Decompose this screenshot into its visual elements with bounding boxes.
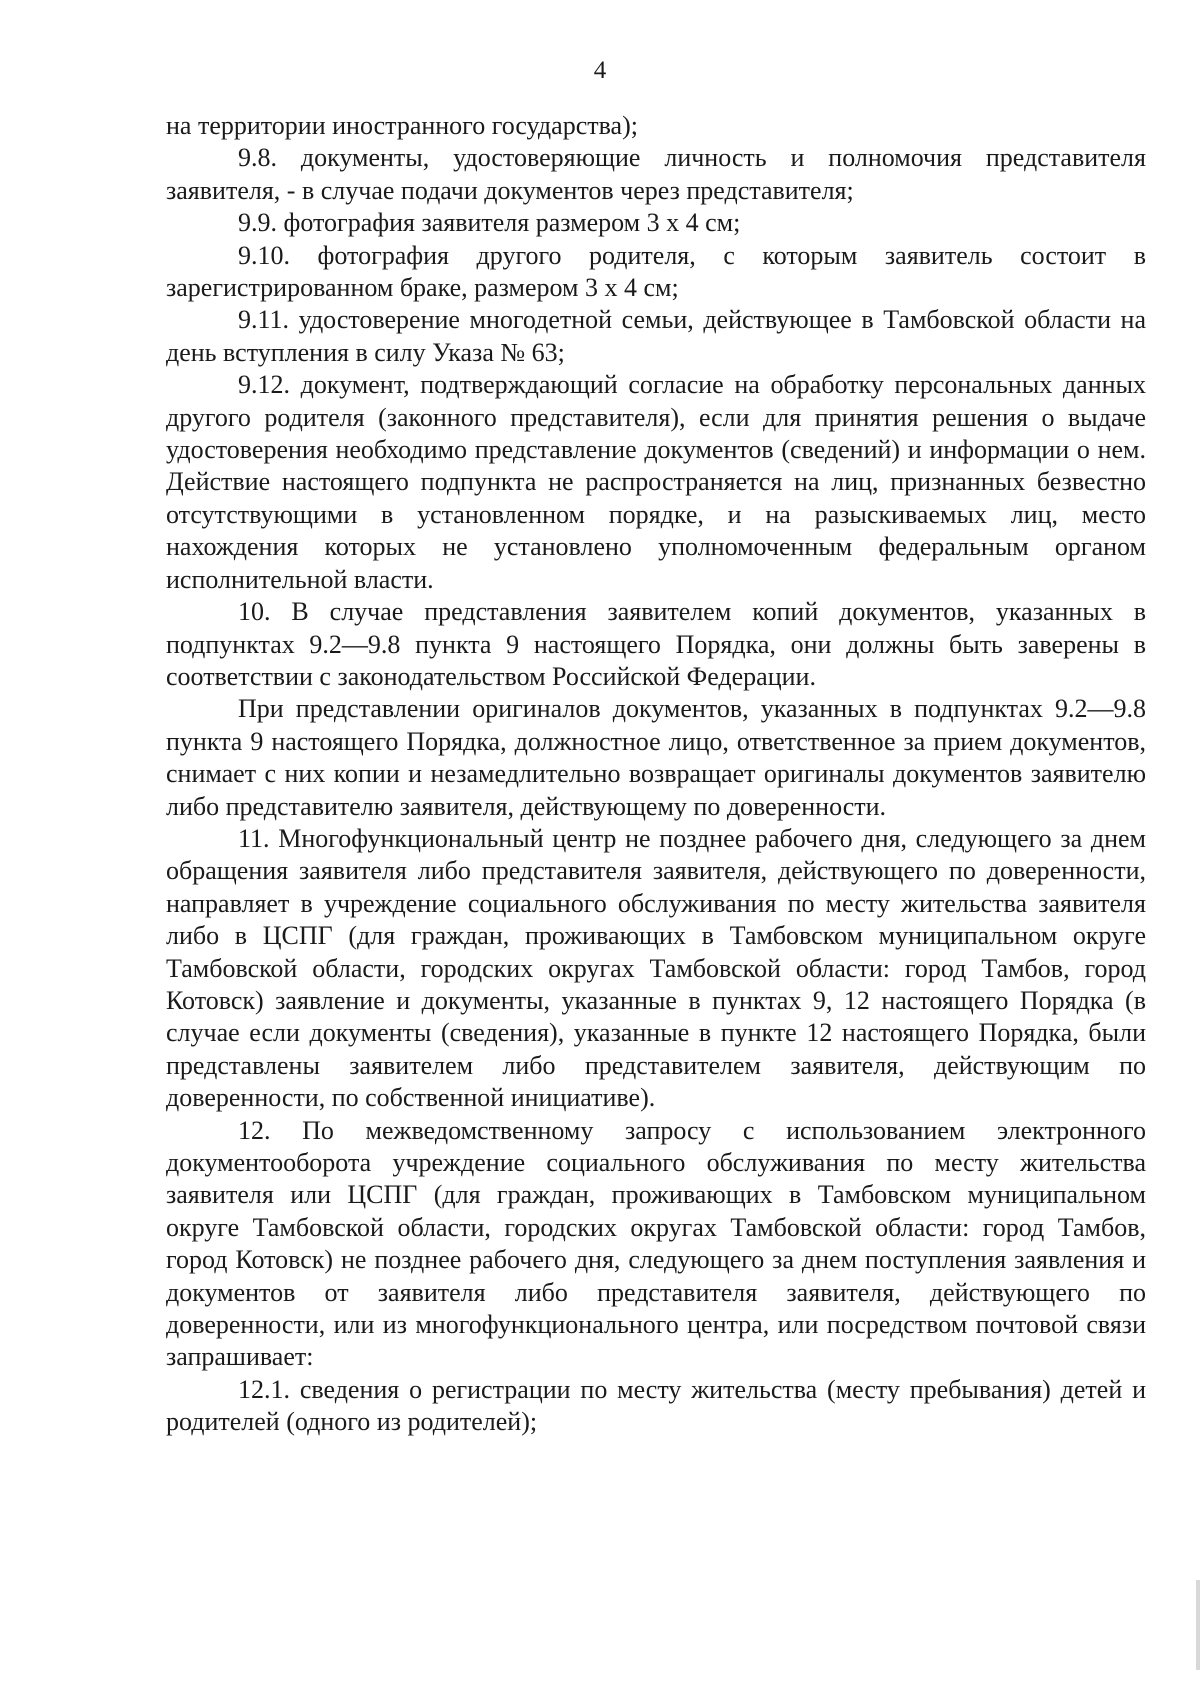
document-body: [166, 110, 1146, 1439]
scan-edge-mark: [1196, 1580, 1200, 1670]
paragraph-9-11: 9.11. удостоверение многодетной семьи, действующее в Тамбовской области на день вступления в силу Указа № 63;: [166, 305, 1146, 367]
paragraph-10-originals: При представлении оригиналов документов, указанных в подпунктах 9.2—9.8 пункта 9 настоящего Порядка, должностное лицо, ответственное за прием документов, снимает с них копии и незамедлительно возвращает оригиналы документов заявителю либо представителю заявителя, действующему по доверенности.: [166, 694, 1146, 821]
paragraph-9-9: 9.9. фотография заявителя размером 3 х 4 см;: [238, 208, 741, 238]
page-number: 4: [593, 57, 607, 84]
paragraph-10: 10. В случае представления заявителем копий документов, указанных в подпунктах 9.2—9.8 пункта 9 настоящего Порядка, они должны быть заверены в соответствии с законодательством Российской Федерации.: [166, 597, 1146, 691]
paragraph-9-10: 9.10. фотография другого родителя, с которым заявитель состоит в зарегистрированном браке, размером 3 х 4 см;: [166, 240, 1146, 303]
paragraph-9-12: 9.12. документ, подтверждающий согласие на обработку персональных данных другого родителя (законного представителя), если для принятия решения о выдаче удостоверения необходимо представление документов (сведений) и информации о нем. Действие настоящего подпункта не распространяется на лиц, признанных безвестно отсутствующими в установленном порядке, и на разыскиваемых лиц, место нахождения которых не установлено уполномоченным федеральным органом исполнительной власти.: [166, 370, 1146, 594]
paragraph-continuation: на территории иностранного государства);: [166, 111, 638, 140]
paragraph-9-8: 9.8. документы, удостоверяющие личность и полномочия представителя заявителя, - в случае подачи документов через представителя;: [166, 143, 1146, 205]
paragraph-12-1: 12.1. сведения о регистрации по месту жительства (месту пребывания) детей и родителей (одного из родителей);: [166, 1374, 1146, 1437]
paragraph-11: 11. Многофункциональный центр не позднее рабочего дня, следующего за днем обращения заявителя либо представителя заявителя, действующего по доверенности, направляет в учреждение социального обслуживания по месту жительства заявителя либо в ЦСПГ (для граждан, проживающих в Тамбовском муниципальном округе Тамбовской области, городских округах Тамбовской области: город Тамбов, город Котовск) заявление и документы, указанные в пунктах 9, 12 настоящего Порядка (в случае если документы (сведения), указанные в пункте 12 настоящего Порядка, были представлены заявителем либо представителем заявителя, действующим по доверенности, по собственной инициативе).: [166, 823, 1146, 1113]
paragraph-12: 12. По межведомственному запросу с использованием электронного документооборота учреждение социального обслуживания по месту жительства заявителя или ЦСПГ (для граждан, проживающих в Тамбовском муниципальном округе Тамбовской области, городских округах Тамбовской области: город Тамбов, город Котовск) не позднее рабочего дня, следующего за днем поступления заявления и документов от заявителя либо представителя заявителя, действующего по доверенности, или из многофункционального центра, или посредством почтовой связи запрашивает:: [166, 1115, 1146, 1372]
